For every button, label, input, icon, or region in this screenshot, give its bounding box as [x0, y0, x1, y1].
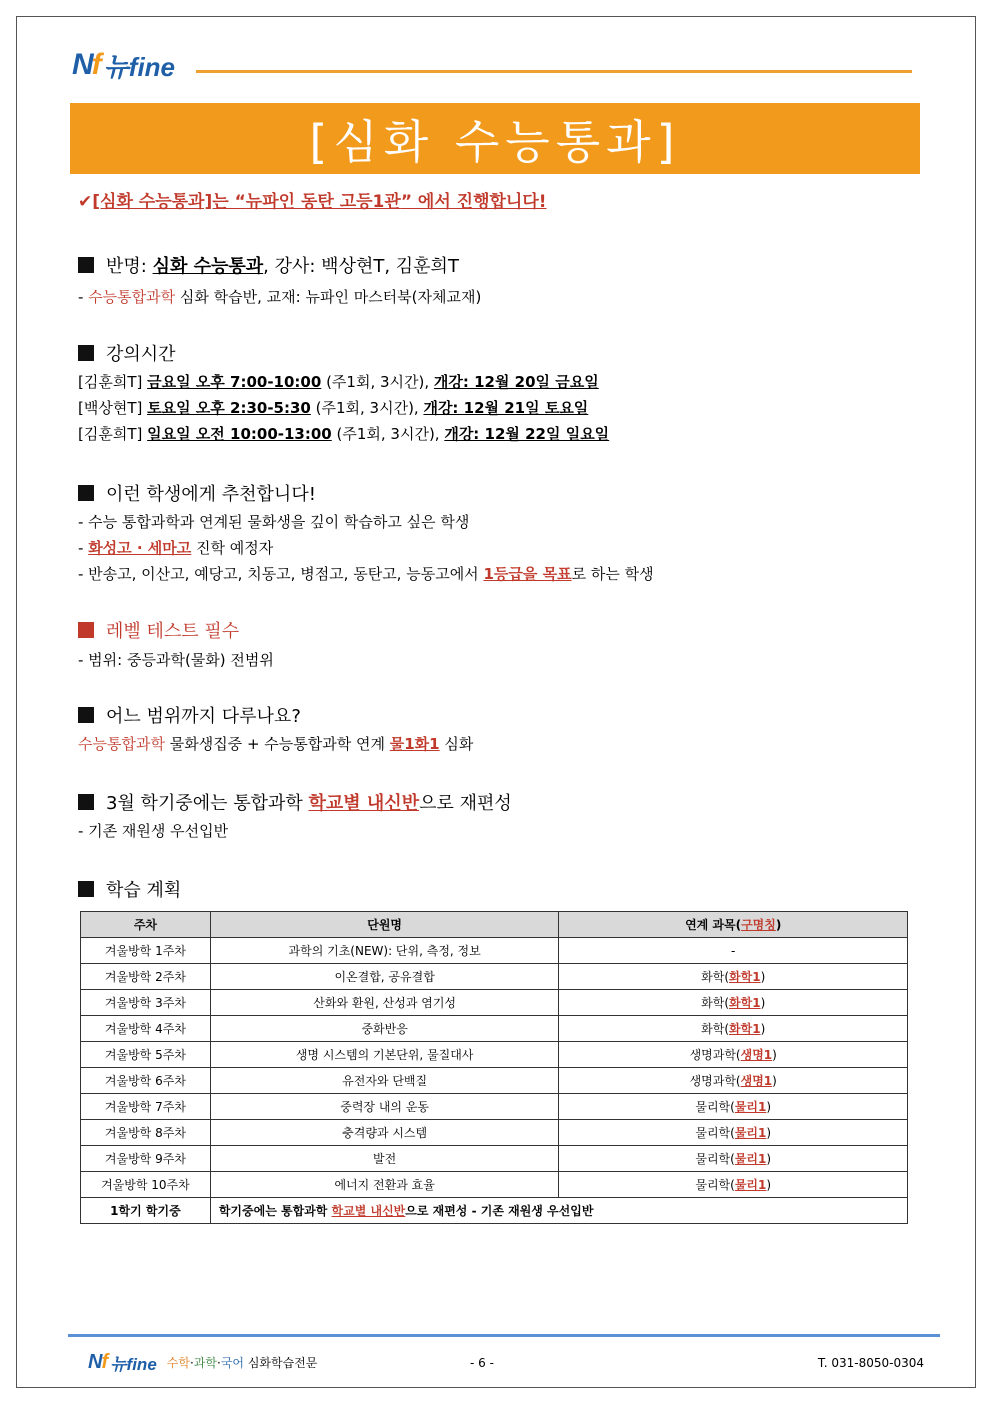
- table-row: 겨울방학 3주차 산화와 환원, 산성과 염기성 화학(화학1): [81, 990, 908, 1016]
- bullet-square-icon: [78, 622, 94, 638]
- lead-line: ✔[심화 수능통과]는 “뉴파인 동탄 고등1관” 에서 진행합니다!: [78, 192, 547, 212]
- schedule-row: [김훈희T] 금요일 오후 7:00-10:00 (주1회, 3시간), 개강: 12월 20일 금요일: [78, 373, 599, 391]
- table-row: 겨울방학 8주차 충격량과 시스템 물리학(물리1): [81, 1120, 908, 1146]
- column-header: 주차: [81, 912, 211, 938]
- page-title: [심화 수능통과]: [309, 114, 681, 169]
- footer-brand: [88, 1350, 317, 1375]
- level-test-heading: 레벨 테스트 필수: [78, 617, 239, 643]
- footer-divider: [68, 1334, 940, 1337]
- logo-text: 뉴fine: [103, 51, 176, 82]
- recommend-line: - 수능 통합과학과 연계된 물화생을 깊이 학습하고 싶은 학생: [78, 513, 470, 531]
- schedule-row: [백상현T] 토요일 오후 2:30-5:30 (주1회, 3시간), 개강: 12월 21일 토요일: [78, 399, 589, 417]
- header-divider: [196, 70, 912, 73]
- recommend-line: - 화성고 · 세마고 진학 예정자: [78, 539, 274, 557]
- table-row: 겨울방학 1주차 과학의 기초(NEW): 단위, 측정, 정보 -: [81, 938, 908, 964]
- column-header: 연계 과목(구명칭): [559, 912, 908, 938]
- bullet-square-icon: [78, 881, 94, 897]
- study-plan-table: [80, 911, 908, 1224]
- page-number: - 6 -: [470, 1356, 494, 1370]
- title-banner: [70, 103, 920, 174]
- bullet-square-icon: [78, 707, 94, 723]
- check-icon: ✔: [78, 192, 93, 212]
- bullet-square-icon: [78, 345, 94, 361]
- logo-mark: Nf: [72, 48, 100, 81]
- table-row: 겨울방학 7주차 중력장 내의 운동 물리학(물리1): [81, 1094, 908, 1120]
- plan-heading: 학습 계획: [78, 876, 181, 902]
- table-row: 겨울방학 5주차 생명 시스템의 기본단위, 물질대사 생명과학(생명1): [81, 1042, 908, 1068]
- scope-heading: 어느 범위까지 다루나요?: [78, 702, 301, 728]
- bullet-square-icon: [78, 794, 94, 810]
- bullet-square-icon: [78, 257, 94, 273]
- schedule-heading: 강의시간: [78, 340, 176, 366]
- class-info-desc: - 수능통합과학 심화 학습반, 교재: 뉴파인 마스터북(자체교재): [78, 288, 482, 306]
- recommend-line: - 반송고, 이산고, 예당고, 치동고, 병점고, 동탄고, 능동고에서 1등급을 목표로 하는 학생: [78, 565, 654, 583]
- footer-phone: T. 031-8050-0304: [817, 1356, 924, 1370]
- bullet-square-icon: [78, 485, 94, 501]
- march-heading: 3월 학기중에는 통합과학 학교별 내신반으로 재편성: [78, 789, 512, 815]
- footer-logo-text: 뉴fine: [110, 1355, 157, 1374]
- recommend-heading: 이런 학생에게 추천합니다!: [78, 480, 316, 506]
- scope-line: 수능통합과학 물화생집중 + 수능통합과학 연계 물1화1 심화: [78, 735, 474, 753]
- table-row: 겨울방학 6주차 유전자와 단백질 생명과학(생명1): [81, 1068, 908, 1094]
- table-row: 겨울방학 10주차 에너지 전환과 효율 물리학(물리1): [81, 1172, 908, 1198]
- table-row: 겨울방학 2주차 이온결합, 공유결합 화학(화학1): [81, 964, 908, 990]
- march-line: - 기존 재원생 우선입반: [78, 822, 229, 840]
- table-row: 겨울방학 4주차 중화반응 화학(화학1): [81, 1016, 908, 1042]
- schedule-row: [김훈희T] 일요일 오전 10:00-13:00 (주1회, 3시간), 개강: 12월 22일 일요일: [78, 425, 610, 443]
- table-row: 겨울방학 9주차 발전 물리학(물리1): [81, 1146, 908, 1172]
- footer-logo-mark: Nf: [88, 1351, 108, 1373]
- class-info-heading: 반명: 심화 수능통과, 강사: 백상현T, 김훈희T: [78, 252, 459, 278]
- footer-tagline: 수학·과학·국어 심화학습전문: [166, 1356, 318, 1370]
- level-test-line: - 범위: 중등과학(물화) 전범위: [78, 651, 274, 669]
- brand-logo: [72, 48, 175, 82]
- table-header-row: [81, 912, 908, 938]
- column-header: 단원명: [210, 912, 559, 938]
- table-row-semester: 1학기 학기중 학기중에는 통합과학 학교별 내신반으로 재편성 - 기존 재원생 우선입반: [81, 1198, 908, 1224]
